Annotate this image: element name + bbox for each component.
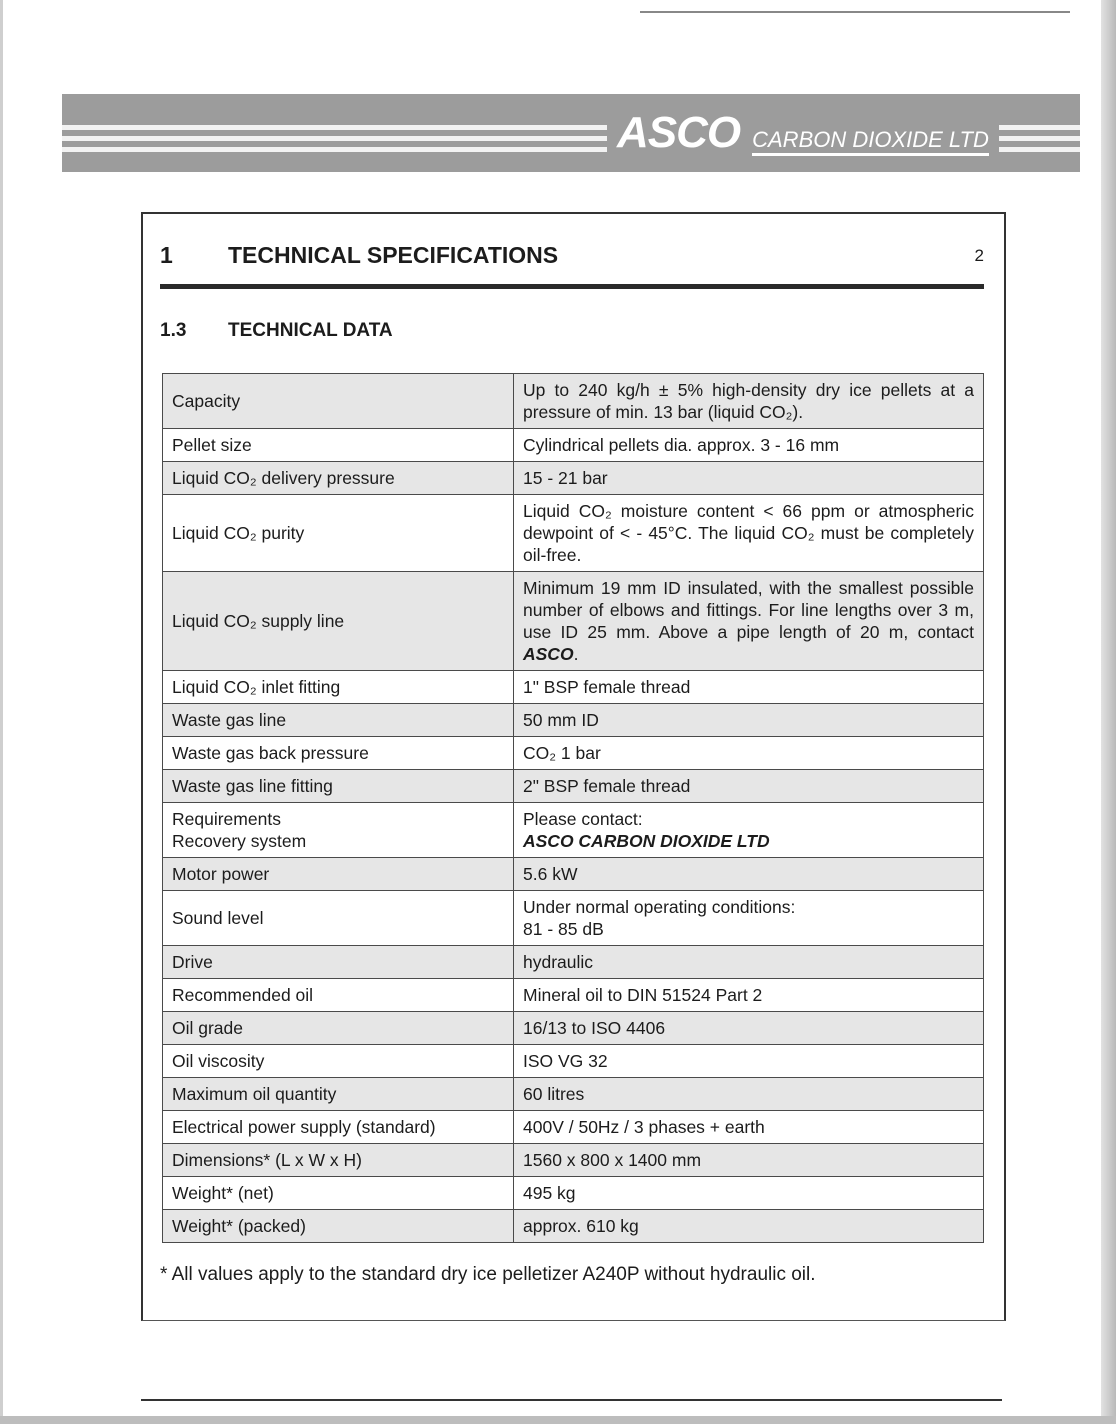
spec-value [514, 946, 984, 979]
spec-label: Waste gas line [163, 704, 514, 737]
spec-value [514, 374, 984, 429]
spec-value-text: 1" BSP female thread [523, 677, 691, 697]
spec-value-text: 1560 x 800 x 1400 mm [523, 1150, 702, 1170]
spec-label: Maximum oil quantity [163, 1078, 514, 1111]
spec-value [514, 858, 984, 891]
table-row [163, 891, 984, 946]
spec-value [514, 462, 984, 495]
header-banner [62, 94, 1080, 172]
table-row [163, 1012, 984, 1045]
table-row [163, 803, 984, 858]
spec-label: Dimensions* (L x W x H) [163, 1144, 514, 1177]
spec-value [514, 429, 984, 462]
page-number: 2 [974, 246, 984, 265]
spec-value [514, 495, 984, 572]
spec-value-text: approx. 610 kg [523, 1216, 639, 1236]
table-row [163, 1045, 984, 1078]
spec-value-text: 50 mm ID [523, 710, 599, 730]
table-row [163, 946, 984, 979]
spec-label: Liquid CO₂ supply line [163, 572, 514, 671]
spec-value-emphasis: ASCO [523, 644, 574, 664]
table-row [163, 671, 984, 704]
table-row [163, 1144, 984, 1177]
spec-value [514, 1078, 984, 1111]
spec-value-text: 5.6 kW [523, 864, 578, 884]
spec-label: Capacity [163, 374, 514, 429]
spec-value [514, 1111, 984, 1144]
spec-value [514, 1012, 984, 1045]
table-row [163, 462, 984, 495]
spec-label: Waste gas line fitting [163, 770, 514, 803]
table-row [163, 495, 984, 572]
spec-value [514, 770, 984, 803]
spec-value-text: 400V / 50Hz / 3 phases + earth [523, 1117, 765, 1137]
page-edge [0, 0, 3, 1424]
spec-label: Sound level [163, 891, 514, 946]
subsection-number: 1.3 [160, 320, 187, 341]
spec-label: Waste gas back pressure [163, 737, 514, 770]
table-row [163, 770, 984, 803]
spec-label: Weight* (net) [163, 1177, 514, 1210]
spec-label: Recommended oil [163, 979, 514, 1012]
spec-label: Liquid CO₂ purity [163, 495, 514, 572]
spec-value-text: Cylindrical pellets dia. approx. 3 - 16 mm [523, 435, 840, 455]
spec-label: Drive [163, 946, 514, 979]
table-row [163, 572, 984, 671]
scan-line [640, 11, 1070, 13]
spec-value-text: Please contact: [523, 809, 643, 829]
page-edge [0, 1416, 1116, 1424]
table-row [163, 1078, 984, 1111]
spec-value [514, 891, 984, 946]
subsection-title: TECHNICAL DATA [228, 320, 393, 341]
spec-value [514, 803, 984, 858]
company-logo [607, 108, 999, 158]
logo-main: ASCO [617, 108, 741, 157]
spec-label: Electrical power supply (standard) [163, 1111, 514, 1144]
spec-value [514, 1210, 984, 1243]
spec-value [514, 572, 984, 671]
spec-value [514, 671, 984, 704]
table-row [163, 374, 984, 429]
spec-value [514, 704, 984, 737]
section-heading [160, 242, 984, 272]
spec-value [514, 1045, 984, 1078]
spec-value-text: 495 kg [523, 1183, 576, 1203]
table-row [163, 1210, 984, 1243]
spec-value-text: Minimum 19 mm ID insulated, with the smallest possible number of elbows and fittings. For line lengths over 3 m, use ID 25 mm. Above a pipe length of 20 m, contact [523, 578, 974, 642]
technical-data-table [162, 373, 984, 1243]
table-row [163, 704, 984, 737]
table-row [163, 737, 984, 770]
spec-value-text: CO₂ 1 bar [523, 743, 601, 763]
table-row [163, 429, 984, 462]
spec-value [514, 737, 984, 770]
spec-value-text: ISO VG 32 [523, 1051, 608, 1071]
section-title: TECHNICAL SPECIFICATIONS [228, 242, 559, 268]
spec-value-text: Mineral oil to DIN 51524 Part 2 [523, 985, 763, 1005]
spec-value-text: Liquid CO₂ moisture content < 66 ppm or atmospheric dewpoint of < - 45°C. The liquid CO₂ must be completely oil-free. [523, 501, 974, 565]
spec-label: Oil grade [163, 1012, 514, 1045]
spec-value-emphasis: ASCO CARBON DIOXIDE LTD [523, 831, 770, 851]
spec-label: Requirements Recovery system [163, 803, 514, 858]
spec-value-text: hydraulic [523, 952, 594, 972]
spec-value-text: Up to 240 kg/h ± 5% high-density dry ice pellets at a pressure of min. 13 bar (liquid CO₂). [523, 380, 974, 422]
subsection-heading [160, 320, 393, 342]
spec-value-text: Under normal operating conditions: 81 - 85 dB [523, 897, 796, 939]
section-number: 1 [160, 242, 173, 268]
spec-label: Liquid CO₂ delivery pressure [163, 462, 514, 495]
table-row [163, 858, 984, 891]
bottom-divider [141, 1399, 1002, 1401]
spec-value-text: 60 litres [523, 1084, 585, 1104]
table-row [163, 979, 984, 1012]
spec-value-text: 15 - 21 bar [523, 468, 608, 488]
section-divider [160, 284, 984, 289]
logo-ball-icon [1038, 50, 1066, 78]
spec-label: Pellet size [163, 429, 514, 462]
spec-value-text: 2" BSP female thread [523, 776, 691, 796]
spec-label: Oil viscosity [163, 1045, 514, 1078]
spec-label: Weight* (packed) [163, 1210, 514, 1243]
spec-value-end: . [573, 644, 579, 664]
spec-value [514, 1144, 984, 1177]
spec-value-text: 16/13 to ISO 4406 [523, 1018, 666, 1038]
logo-sub: CARBON DIOXIDE LTD [752, 127, 989, 156]
spec-value [514, 979, 984, 1012]
table-row [163, 1111, 984, 1144]
page-edge [1101, 0, 1116, 1424]
table-row [163, 1177, 984, 1210]
spec-label: Liquid CO₂ inlet fitting [163, 671, 514, 704]
footnote: * All values apply to the standard dry ice pelletizer A240P without hydraulic oil. [160, 1264, 816, 1285]
spec-label: Motor power [163, 858, 514, 891]
spec-value [514, 1177, 984, 1210]
